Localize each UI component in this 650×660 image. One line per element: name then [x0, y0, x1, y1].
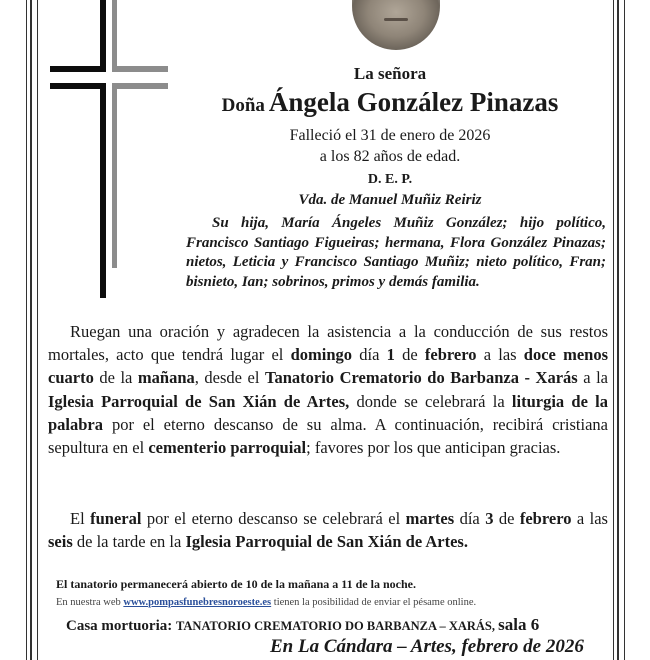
text-run: día	[454, 509, 486, 528]
web-note-prefix: En nuestra web	[56, 597, 124, 608]
death-info	[180, 125, 600, 167]
photo-mouth	[384, 18, 408, 21]
bold-run: mañana	[137, 368, 195, 388]
bold-run: seis	[48, 532, 73, 552]
casa-place: TANATORIO CREMATORIO DO BARBANZA – XARÁS	[175, 619, 492, 633]
family-list: Su hija, María Ángeles Muñiz González; hijo político, Francisco Santiago Figueiras; hermana, Flora González Pinazas; nietos, Leticia y Francisco Santiago Muñiz; nieto político, Fran; bisnieto, Ian; sobrinos, primos y demás familia.	[186, 215, 606, 290]
funeral-paragraph	[48, 507, 608, 553]
bold-run: Iglesia Parroquial de San Xián de Artes.	[185, 532, 468, 552]
left-border-frame	[26, 0, 38, 660]
hours-note: El tanatorio permanecerá abierto de 10 de la mañana a 11 de la noche.	[56, 577, 416, 591]
text-run: día	[352, 345, 387, 365]
bold-run: funeral	[90, 509, 142, 528]
bold-run: doce menos cuarto	[48, 345, 609, 388]
deceased-name	[180, 87, 600, 118]
rip: D. E. P.	[367, 172, 413, 187]
bold-run: domingo	[290, 345, 353, 365]
text-run: , desde el	[194, 368, 265, 388]
text-run: de la	[93, 368, 138, 388]
casa-sep: ,	[491, 619, 499, 633]
text-run: donde se celebrará la	[349, 391, 512, 411]
bold-run: Iglesia Parroquial de San Xián de Artes,	[48, 391, 350, 411]
honorific: Doña	[221, 95, 265, 116]
text-run: de	[493, 509, 520, 528]
text-run: por el eterno descanso se celebrará el	[141, 509, 406, 528]
website-link[interactable]: www.pompasfunebresnoroeste.es	[123, 597, 272, 608]
text-run: Ruegan una oración y agradecen la asistencia a la conducción de sus restos mortales, acto que tendrá lugar el	[48, 322, 608, 365]
bold-run: cementerio parroquial	[148, 438, 307, 458]
portrait-photo	[352, 0, 440, 50]
text-run: El	[70, 509, 91, 528]
right-border-frame	[613, 0, 625, 660]
bold-run: 1	[386, 345, 395, 365]
text-run: por el eterno descanso de su alma. A continuación, recibirá cristiana sepultura en el	[48, 414, 608, 458]
place-date: En La Cándara – Artes, febrero de 2026	[270, 636, 584, 657]
web-note-suffix: tienen la posibilidad de enviar el pésame online.	[271, 597, 477, 608]
bold-run: febrero	[424, 345, 477, 365]
text-run: a las	[571, 509, 608, 528]
text-run: ; favores por los que anticipan gracias.	[306, 438, 561, 458]
bold-run: Tanatorio Crematorio do Barbanza - Xarás	[264, 368, 578, 388]
ceremony-paragraph	[48, 320, 608, 459]
title-prefix: La señora	[353, 64, 427, 83]
casa-room: sala 6	[498, 615, 540, 634]
full-name: Ángela González Pinazas	[268, 87, 559, 117]
text-run: a la	[577, 368, 608, 388]
web-note	[56, 597, 476, 608]
bold-run: liturgia de la palabra	[48, 391, 608, 434]
widow-of: Vda. de Manuel Muñiz Reiriz	[298, 192, 482, 208]
casa-label: Casa mortuoria:	[66, 618, 176, 634]
bold-run: febrero	[519, 509, 572, 528]
text-run: a las	[476, 345, 524, 365]
age: a los 82 años de edad.	[319, 148, 461, 165]
text-run: de la tarde en la	[72, 532, 186, 552]
bold-run: 3	[485, 509, 494, 528]
text-run: de	[394, 345, 425, 365]
casa-mortuoria	[66, 615, 539, 635]
bold-run: martes	[405, 509, 455, 528]
death-date: Falleció el 31 de enero de 2026	[289, 127, 491, 144]
